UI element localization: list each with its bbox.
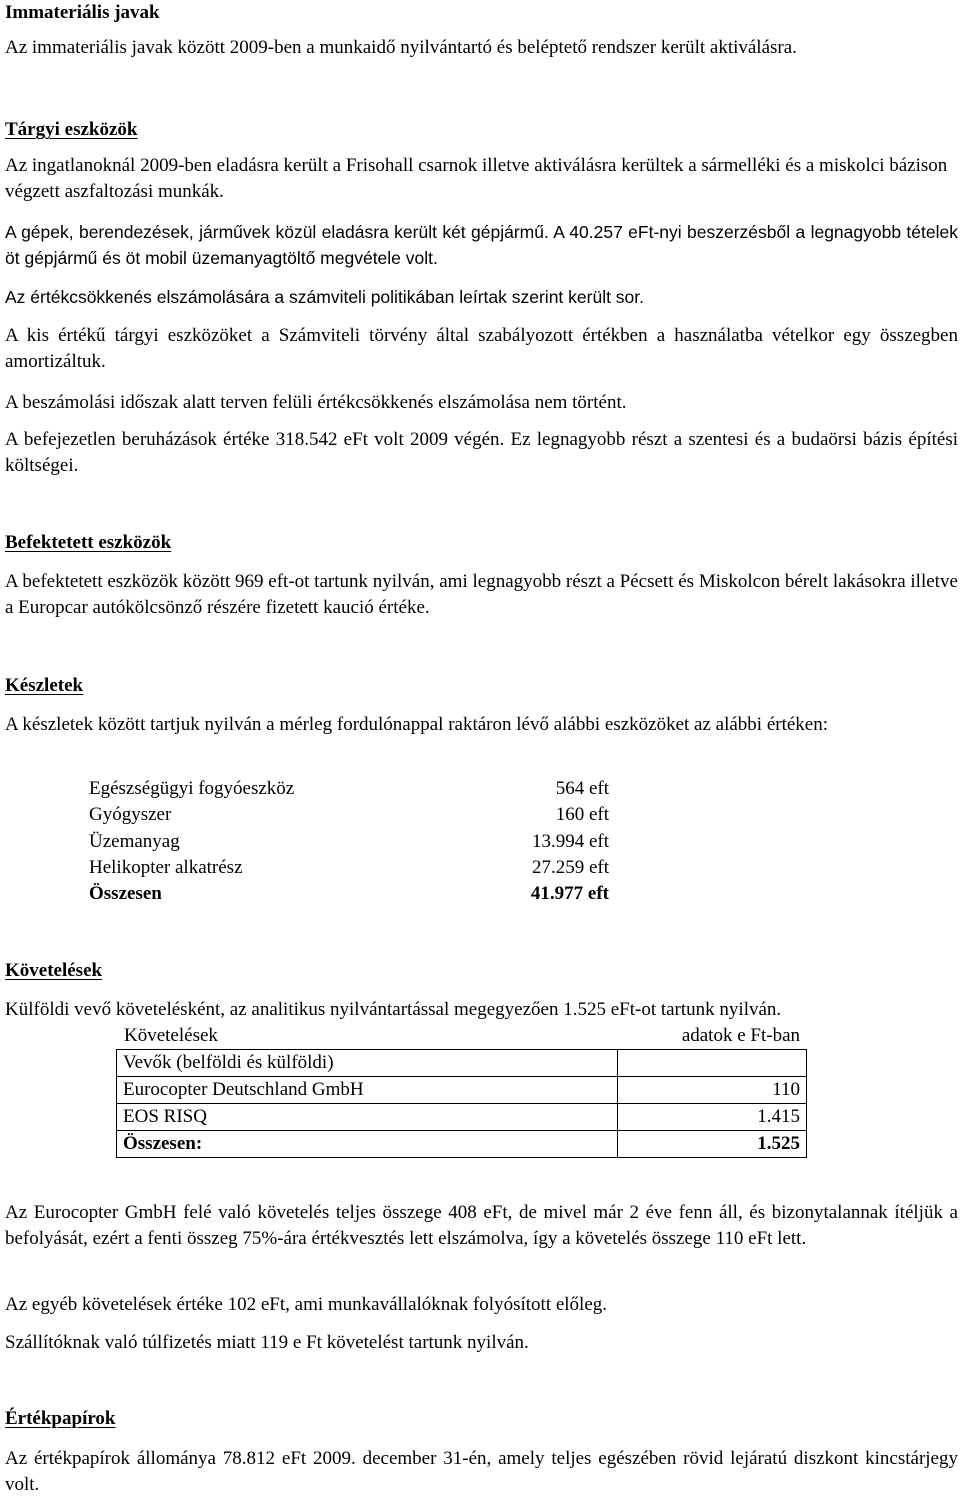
table-row [117, 1050, 807, 1077]
inventory-text: A készletek között tartjuk nyilván a mérleg fordulónappal raktáron lévő alábbi eszközöket az alábbi értéken: [5, 714, 829, 735]
table-cell-label: Vevők (belföldi és külföldi) [117, 1050, 618, 1077]
tangible-text-6: A befejezetlen beruházások értéke 318.542 eFt volt 2009 végén. Ez legnagyobb részt a szentesi és a budaörsi bázis építési költségei. [5, 429, 958, 476]
receivables-table-header [124, 1023, 800, 1049]
invested-heading: Befektetett eszközök [5, 532, 172, 553]
table-cell-value: 1.415 [618, 1104, 807, 1131]
inventory-item-value: 13.994 eft [531, 830, 609, 852]
tangible-text-2: A gépek, berendezések, járművek közül eladásra került két gépjármű. A 40.257 eFt-nyi beszerzésből a legnagyobb tételek öt gépjármű és öt mobil üzemanyagtöltő megvétele volt. [5, 222, 958, 268]
table-row [117, 1104, 807, 1131]
receivables-table [116, 1049, 807, 1158]
tangible-text-1: Az ingatlanoknál 2009-ben eladásra került a Frisohall csarnok illetve aktiválásra kerültek a sármelléki és a miskolci bázison végzett aszfaltozási munkák. [5, 155, 948, 202]
receivables-text-2: Az Eurocopter GmbH felé való követelés teljes összege 408 eFt, de mivel már 2 éve fenn áll, és bizonytalannak ítéljük a befolyását, ezért a fenti összeg 75%-ára értékvesztés lett elszámolva, így a követelés összege 110 eFt lett. [5, 1202, 958, 1249]
inventory-list [89, 776, 609, 907]
tangible-heading: Tárgyi eszközök [5, 119, 138, 140]
tangible-text-4: A kis értékű tárgyi eszközöket a Számviteli törvény által szabályozott értékben a használatba vételkor egy összegben amortizáltuk. [5, 325, 958, 372]
table-cell-label: Eurocopter Deutschland GmbH [117, 1077, 618, 1104]
receivables-table-title: Követelések [124, 1025, 218, 1046]
table-total-label: Összesen: [117, 1131, 618, 1158]
inventory-row [89, 829, 609, 855]
table-cell-value: 110 [618, 1077, 807, 1104]
inventory-item-value: 27.259 eft [531, 856, 609, 878]
immaterial-text: Az immateriális javak között 2009-ben a munkaidő nyilvántartó és beléptető rendszer került aktiválásra. [5, 37, 797, 58]
inventory-item-label: Egészségügyi fogyóeszköz [89, 778, 295, 799]
inventory-item-value: 160 eft [555, 804, 609, 826]
securities-text: Az értékpapírok állománya 78.812 eFt 2009. december 31-én, amely teljes egészében rövid lejáratú diszkont kincstárjegy volt. [5, 1448, 958, 1495]
table-total-value: 1.525 [618, 1131, 807, 1158]
receivables-text: Külföldi vevő követelésként, az analitikus nyilvántartással megegyezően 1.525 eFt-ot tartunk nyilván. [5, 999, 782, 1020]
inventory-heading: Készletek [5, 675, 84, 696]
table-total-row [117, 1131, 807, 1158]
receivables-text-3: Az egyéb követelések értéke 102 eFt, ami munkavállalóknak folyósított előleg. [5, 1294, 608, 1315]
receivables-table-unit: adatok e Ft-ban [681, 1025, 800, 1046]
inventory-row [89, 776, 609, 802]
receivables-heading: Követelések [5, 960, 103, 981]
inventory-item-value: 564 eft [555, 778, 609, 799]
table-cell-value [618, 1050, 807, 1077]
inventory-total-label: Összesen [89, 883, 162, 905]
inventory-row [89, 855, 609, 881]
tangible-text-3: Az értékcsökkenés elszámolására a számviteli politikában leírtak szerint került sor. [5, 287, 645, 307]
immaterial-heading: Immateriális javak [5, 2, 160, 23]
inventory-item-label: Gyógyszer [89, 804, 172, 826]
inventory-item-label: Helikopter alkatrész [89, 856, 243, 878]
receivables-text-4: Szállítóknak való túlfizetés miatt 119 e Ft követelést tartunk nyilván. [5, 1332, 529, 1353]
invested-text: A befektetett eszközök között 969 eft-ot tartunk nyilván, ami legnagyobb részt a Pécsett és Miskolcon bérelt lakásokra illetve a Europcar autókölcsönző részére fizetett kaució értéke. [5, 571, 958, 618]
inventory-row [89, 802, 609, 828]
inventory-total-value: 41.977 eft [530, 883, 609, 905]
tangible-text-5: A beszámolási időszak alatt terven felüli értékcsökkenés elszámolása nem történt. [5, 392, 627, 413]
inventory-total-row [89, 881, 609, 907]
table-cell-label: EOS RISQ [117, 1104, 618, 1131]
securities-heading: Értékpapírok [5, 1408, 116, 1429]
table-row [117, 1077, 807, 1104]
inventory-item-label: Üzemanyag [89, 830, 180, 852]
